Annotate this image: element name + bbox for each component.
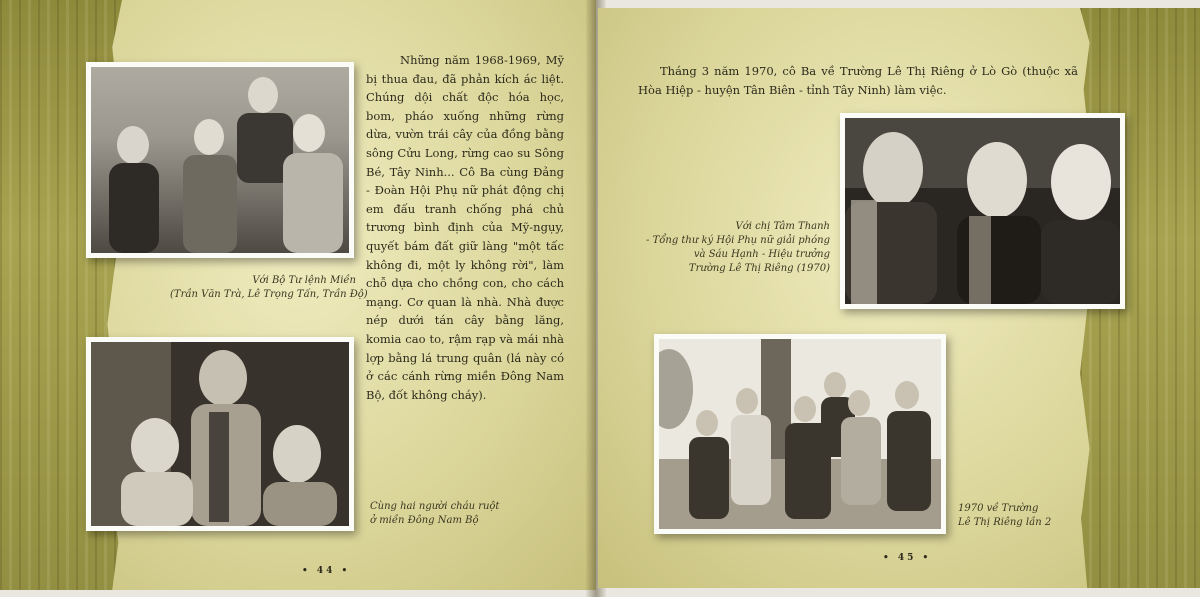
photo-caption-military-command [170,274,368,302]
caption-line: Trường Lê Thị Riêng (1970) [688,263,830,274]
caption-line: (Trần Văn Trà, Lê Trọng Tấn, Trần Độ) [170,289,368,300]
caption-line: Với Bộ Tư lệnh Miền [252,275,356,286]
photo-three-women [840,113,1125,309]
caption-line: Cùng hai người cháu ruột [370,501,500,512]
photo-caption-group-school [958,502,1078,530]
photo-caption-three-women [638,220,830,276]
page-number-right: • 45 • [883,553,932,563]
caption-line: 1970 về Trường [958,503,1039,514]
photo-two-nieces [86,337,354,531]
photo-caption-two-nieces [370,500,500,528]
page-number-left: • 44 • [302,566,351,576]
caption-line: ở miền Đông Nam Bộ [370,515,479,526]
caption-line: Với chị Tâm Thanh [735,221,830,232]
right-page [598,8,1200,588]
photo-group-school [654,334,946,534]
right-body-text: Tháng 3 năm 1970, cô Ba về Trường Lê Thị Riêng ở Lò Gò (thuộc xã Hòa Hiệp - huyện Tân Biên - tỉnh Tây Ninh) làm việc. [638,64,1078,97]
photo-military-command [86,62,354,258]
caption-line: Lê Thị Riêng lần 2 [958,517,1052,528]
left-body-text: Những năm 1968-1969, Mỹ bị thua đau, đã phản kích ác liệt. Chúng dội chất độc hóa học, bom, pháo xuống những rừng dừa, vườn trái cây của đồng bằng sông Cửu Long, rừng cao su Sông Bé, Tây Ninh... Cô Ba cùng Đảng - Đoàn Hội Phụ nữ phát động chị em đấu tranh chống phá chủ trương bình định của Mỹ-ngụy, quyết bám đất giữ làng "một tấc không đi, một ly không rời", làm chỗ dựa cho chồng con, cho cách mạng. Cơ quan là nhà. Nhà được nép dưới tán cây bằng lăng, komia cao to, rậm rạp và mái nhà lợp bằng lá trung quân (lá này có ở các cánh rừng miền Đông Nam Bộ, đốt không cháy). [366,53,564,402]
caption-line: và Sáu Hạnh - Hiệu trưởng [693,249,830,260]
left-page [0,0,596,590]
caption-line: - Tổng thư ký Hội Phụ nữ giải phóng [646,235,830,246]
